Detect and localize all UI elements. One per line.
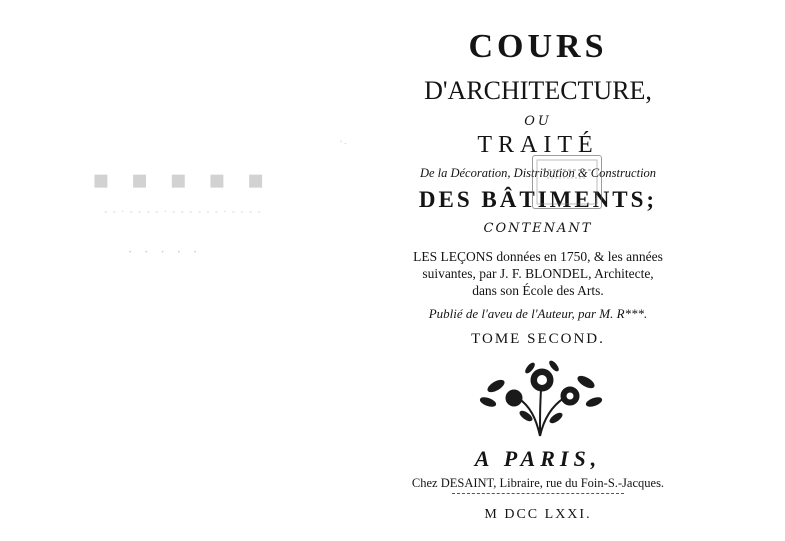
bleed-through-title: ▪ ▪ ▪ ▪ ▪ [92,165,271,195]
floral-ornament-icon [470,358,610,440]
library-stamp-icon [532,155,602,209]
body-line-2: suivantes, par J. F. BLONDEL, Architecte, [422,266,654,281]
body-line-1: LES LEÇONS données en 1750, & les années [413,249,663,264]
dust-specks: ' · [340,140,347,148]
traite-heading: TRAITÉ [477,132,599,158]
body-line-3: dans son École des Arts. [472,283,604,298]
place-of-publication: A PARIS, [474,446,602,471]
volume-label: TOME SECOND. [471,331,605,347]
publication-note: Publié de l'aveu de l'Auteur, par M. R***. [428,306,648,321]
batiments-heading: DES BÂTIMENTS; [418,187,658,212]
bleed-through-line: - - · - - - - · - - - - - - · - - - - [104,207,262,218]
subtitle: D'ARCHITECTURE, [424,76,652,105]
publisher-line: Chez DESAINT, Libraire, rue du Foin-S.-Jacques. [411,476,665,490]
conjunction: OU [524,114,552,129]
bleed-through-small: · · · · · [128,245,202,260]
contenant-label: CONTENANT [483,221,593,236]
imprint-rule [452,493,624,494]
imprint-date: M DCC LXXI. [484,507,592,522]
decoration-line: De la Décoration, Distribution & Construction [419,166,657,180]
title: COURS [468,28,608,65]
